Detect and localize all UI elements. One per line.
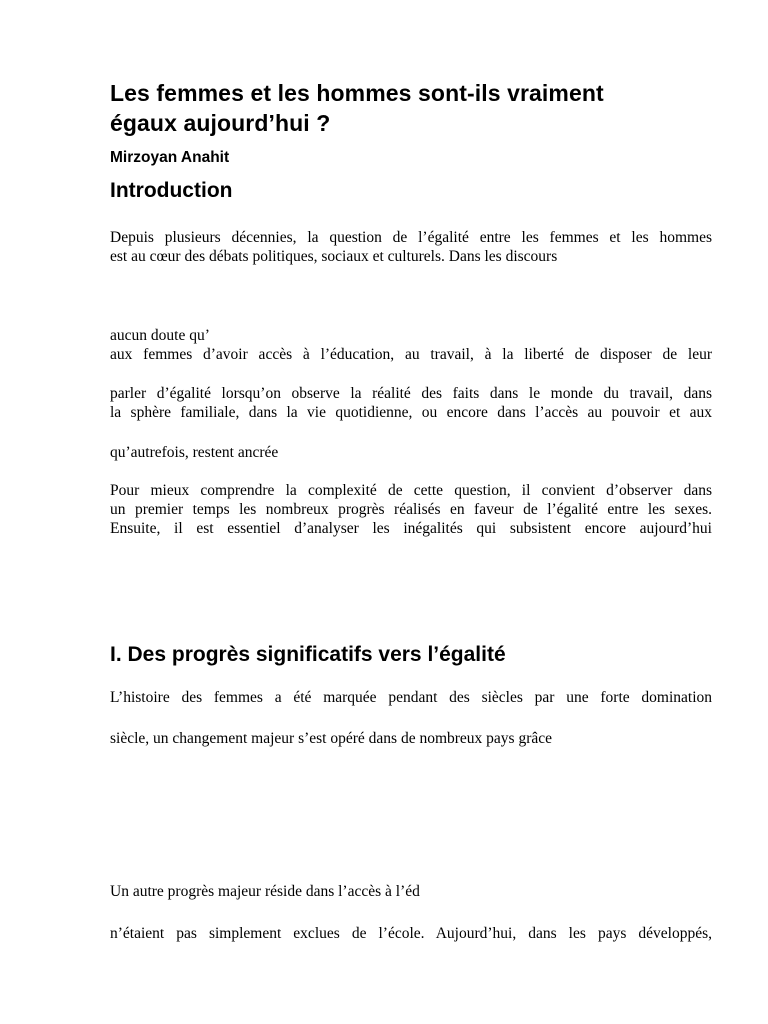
document-title-line-1: Les femmes et les hommes sont-ils vraiment xyxy=(110,80,604,106)
document-title-line-2: égaux aujourd’hui ? xyxy=(110,110,331,136)
intro-line: Pour mieux comprendre la complexité de cette question, il convient d’observer dans xyxy=(110,482,712,499)
intro-line: la sphère familiale, dans la vie quotidienne, ou encore dans l’accès au pouvoir et aux xyxy=(110,404,712,421)
section-1-line: L’histoire des femmes a été marquée pendant des siècles par une forte domination xyxy=(110,689,712,706)
introduction-heading: Introduction xyxy=(110,179,233,202)
section-1-heading: I. Des progrès significatifs vers l’égalité xyxy=(110,643,506,666)
intro-line: aux femmes d’avoir accès à l’éducation, au travail, à la liberté de disposer de leur xyxy=(110,346,712,363)
section-1-line: Un autre progrès majeur réside dans l’accès à l’éd xyxy=(110,883,420,900)
intro-line: parler d’égalité lorsqu’on observe la réalité des faits dans le monde du travail, dans xyxy=(110,385,712,402)
section-1-line: siècle, un changement majeur s’est opéré dans de nombreux pays grâce xyxy=(110,730,553,747)
intro-line: un premier temps les nombreux progrès réalisés en faveur de l’égalité entre les sexes. xyxy=(110,501,712,518)
intro-line: qu’autrefois, restent ancrée xyxy=(110,444,279,461)
intro-line: Depuis plusieurs décennies, la question de l’égalité entre les femmes et les hommes xyxy=(110,229,712,246)
intro-line: aucun doute qu’ xyxy=(110,327,210,344)
section-1-line: n’étaient pas simplement exclues de l’école. Aujourd’hui, dans les pays développés, xyxy=(110,925,712,942)
intro-line: Ensuite, il est essentiel d’analyser les inégalités qui subsistent encore aujourd’hui xyxy=(110,520,712,537)
intro-line: est au cœur des débats politiques, sociaux et culturels. Dans les discours xyxy=(110,248,558,265)
author-name: Mirzoyan Anahit xyxy=(110,149,230,166)
